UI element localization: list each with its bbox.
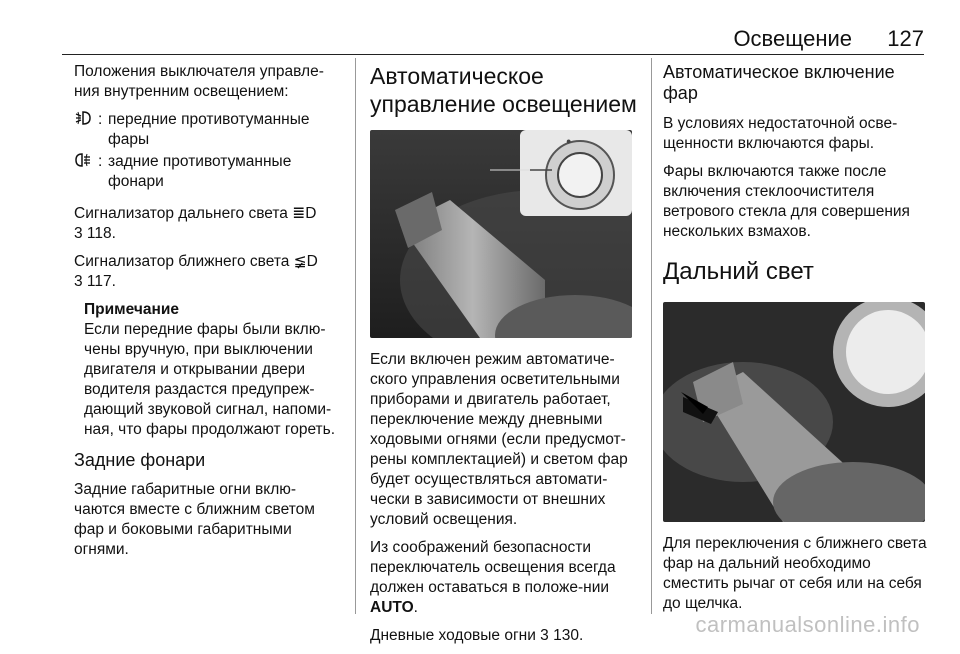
definition-list: [74, 110, 346, 192]
high-beam-text: Для переключения с ближнего света фар на дальний необходимо сместить рычаг от себя или на себя до щелчка.: [663, 535, 927, 612]
definition-text: передние противотуманные фары: [108, 111, 310, 148]
column-divider: [355, 58, 356, 614]
page-header: [0, 26, 960, 56]
safety-text: Из соображений безопасности переключатель освещения всегда должен оставаться в положе-нии AUTO.: [370, 539, 616, 616]
auto-headlights-text-1: В условиях недостаточной осве-щенности включаются фары.: [663, 115, 898, 152]
definition-item: : передние противотуманные фары: [74, 110, 346, 150]
high-beam-ref[interactable]: 3 118.: [74, 225, 116, 242]
column-divider: [651, 58, 652, 614]
rear-fog-icon: [74, 152, 98, 192]
note-text: Если передние фары были вклю-чены вручную, при выключении двигателя и открывании двери водителя раздастся предупреж-дающий звуковой сигнал, напоми-ная, что фары продолжают гореть.: [84, 321, 336, 438]
high-beam-indicator-text: Сигнализатор дальнего света ≣D: [74, 205, 317, 222]
rear-lights-text: Задние габаритные огни вклю-чаются вместе с ближним светом фар и боковыми габаритными огнями.: [74, 481, 315, 558]
auto-lighting-description: Если включен режим автоматиче-ского управления осветительными приборами и двигатель работает, переключение между дневными ходовыми огнями (если предусмот-рены комплектацией) и светом фар будет осуществляться автомати-чески в зависимости от внешних условий освещения.: [370, 351, 628, 528]
header-rule: [62, 54, 924, 55]
definition-text: задние противотуманные фонари: [108, 153, 292, 190]
column-2: [370, 62, 642, 654]
svg-text:●: ●: [566, 136, 572, 146]
note-box: [74, 300, 346, 440]
high-beam-figure: [663, 302, 925, 522]
watermark: carmanualsonline.info: [695, 612, 920, 637]
rear-lights-heading: Задние фонари: [74, 450, 206, 470]
low-beam-indicator-text: Сигнализатор ближнего света ≨D: [74, 253, 318, 270]
front-fog-icon: [74, 110, 98, 150]
section-title: Освещение: [733, 26, 852, 51]
column-1: [74, 62, 346, 568]
auto-lighting-heading: Автоматическое управление освещением: [370, 63, 637, 117]
auto-headlights-heading: Автоматическое включение фар: [663, 62, 895, 103]
auto-headlights-text-2: Фары включаются также после включения стеклоочистителя ветрового стекла для совершения нескольких взмахов.: [663, 163, 910, 240]
page-number: 127: [887, 26, 924, 51]
light-switch-figure: [370, 130, 632, 338]
high-beam-heading: Дальний свет: [663, 258, 814, 285]
intro-text: Положения выключателя управле-ния внутренним освещением:: [74, 63, 324, 100]
column-3: [663, 62, 928, 622]
low-beam-ref[interactable]: 3 117.: [74, 273, 116, 290]
auto-label: AUTO: [370, 599, 414, 616]
note-title: Примечание: [84, 301, 179, 318]
daytime-lights-ref[interactable]: Дневные ходовые огни 3 130.: [370, 627, 584, 644]
definition-item: : задние противотуманные фонари: [74, 152, 346, 192]
